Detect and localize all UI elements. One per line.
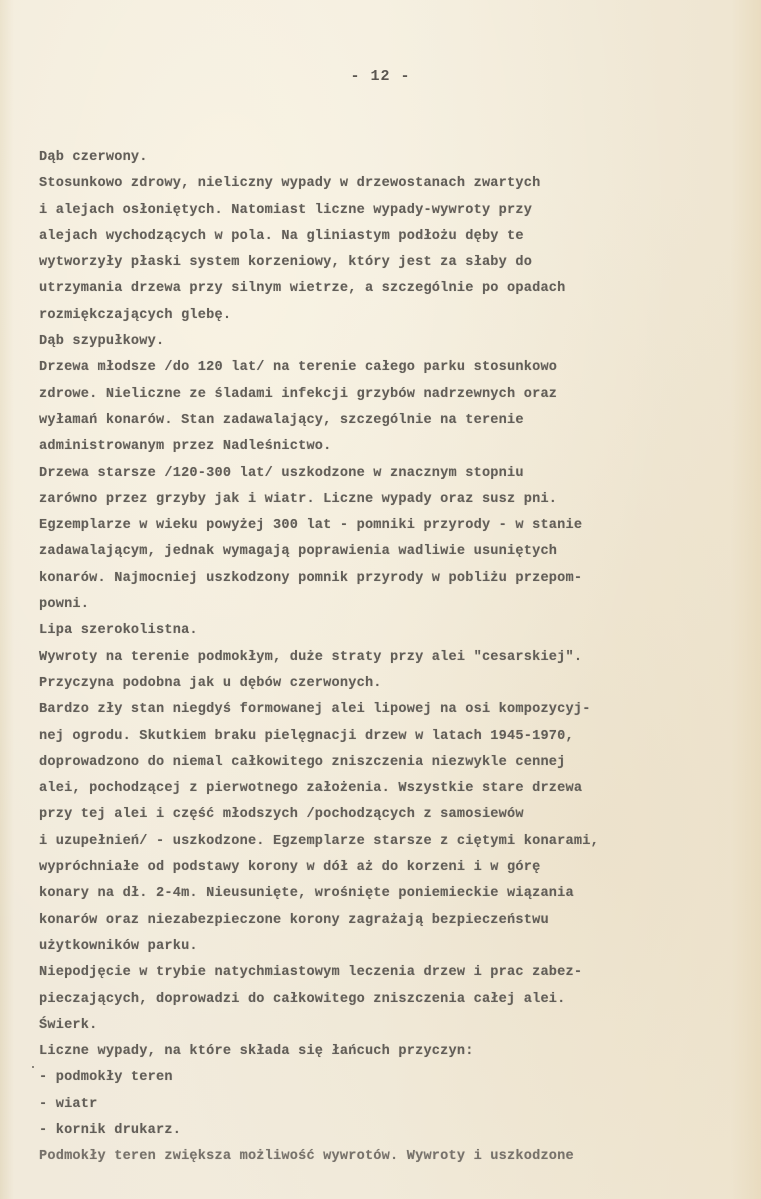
- paragraph-line: Liczne wypady, na które składa się łańcuch przyczyn:: [39, 1044, 474, 1060]
- paragraph-line: Podmokły teren zwiększa możliwość wywrotów. Wywroty i uszkodzone: [39, 1149, 574, 1165]
- paragraph-line: i uzupełnień/ - uszkodzone. Egzemplarze starsze z ciętymi konarami,: [39, 833, 599, 849]
- list-item: - kornik drukarz.: [39, 1122, 182, 1138]
- heading-dab-szypulkowy: Dąb szypułkowy.: [39, 334, 165, 350]
- heading-swierk: Świerk.: [39, 1017, 98, 1033]
- paragraph-line: nej ogrodu. Skutkiem braku pielęgnacji drzew w latach 1945-1970,: [39, 728, 574, 744]
- paragraph-line: konarów. Najmocniej uszkodzony pomnik przyrody w pobliżu przepom-: [39, 570, 583, 586]
- paragraph-line: alejach wychodzących w pola. Na gliniastym podłożu dęby te: [39, 228, 524, 244]
- paragraph-line: powni.: [39, 597, 90, 613]
- paragraph-line: konary na dł. 2-4m. Nieusunięte, wrośnięte poniemieckie wiązania: [39, 886, 574, 902]
- body-text: [39, 145, 739, 1171]
- paragraph-line: Stosunkowo zdrowy, nieliczny wypady w drzewostanach zwartych: [39, 176, 541, 192]
- page-number: - 12 -: [350, 68, 411, 85]
- paragraph-line: Wywroty na terenie podmokłym, duże straty przy alei "cesarskiej".: [39, 649, 583, 665]
- paragraph-line: użytkowników parku.: [39, 938, 198, 954]
- paragraph-line: Przyczyna podobna jak u dębów czerwonych.: [39, 675, 382, 691]
- ink-speck: [32, 1066, 34, 1068]
- list-item: - podmokły teren: [39, 1070, 173, 1086]
- heading-dab-czerwony: Dąb czerwony.: [39, 150, 148, 165]
- paragraph-line: Drzewa starsze /120-300 lat/ uszkodzone w znacznym stopniu: [39, 465, 524, 481]
- heading-lipa-szerokolistna: Lipa szerokolistna.: [39, 623, 198, 639]
- list-item: - wiatr: [39, 1096, 98, 1112]
- paragraph-line: i alejach osłoniętych. Natomiast liczne wypady-wywroty przy: [39, 202, 533, 218]
- paragraph-line: rozmiękczających glebę.: [39, 307, 232, 323]
- paragraph-line: zdrowe. Nieliczne ze śladami infekcji grzybów nadrzewnych oraz: [39, 386, 558, 402]
- paragraph-line: wytworzyły płaski system korzeniowy, który jest za słaby do: [39, 255, 533, 271]
- paragraph-line: doprowadzono do niemal całkowitego zniszczenia niezwykle cennej: [39, 754, 566, 770]
- paragraph-line: konarów oraz niezabezpieczone korony zagrażają bezpieczeństwu: [39, 912, 549, 928]
- paragraph-line: zadawalającym, jednak wymagają poprawienia wadliwie usuniętych: [39, 544, 558, 560]
- paragraph-line: administrowanym przez Nadleśnictwo.: [39, 439, 332, 455]
- paragraph-line: wypróchniałe od podstawy korony w dół aż do korzeni i w górę: [39, 860, 541, 876]
- paragraph-line: Bardzo zły stan niegdyś formowanej alei lipowej na osi kompozycyj-: [39, 702, 591, 718]
- paragraph-line: wyłamań konarów. Stan zadawalający, szczególnie na terenie: [39, 412, 524, 428]
- paragraph-line: alei, pochodzącej z pierwotnego założenia. Wszystkie stare drzewa: [39, 781, 583, 797]
- paragraph-line: Niepodjęcie w trybie natychmiastowym leczenia drzew i prac zabez-: [39, 965, 583, 981]
- paragraph-line: przy tej alei i część młodszych /pochodzących z samosiewów: [39, 807, 524, 823]
- paragraph-line: Drzewa młodsze /do 120 lat/ na terenie całego parku stosunkowo: [39, 360, 558, 376]
- paragraph-line: utrzymania drzewa przy silnym wietrze, a szczególnie po opadach: [39, 281, 566, 297]
- paragraph-line: zarówno przez grzyby jak i wiatr. Liczne wypady oraz susz pni.: [39, 491, 558, 507]
- paragraph-line: Egzemplarze w wieku powyżej 300 lat - pomniki przyrody - w stanie: [39, 518, 583, 534]
- paragraph-line: pieczających, doprowadzi do całkowitego zniszczenia całej alei.: [39, 991, 566, 1007]
